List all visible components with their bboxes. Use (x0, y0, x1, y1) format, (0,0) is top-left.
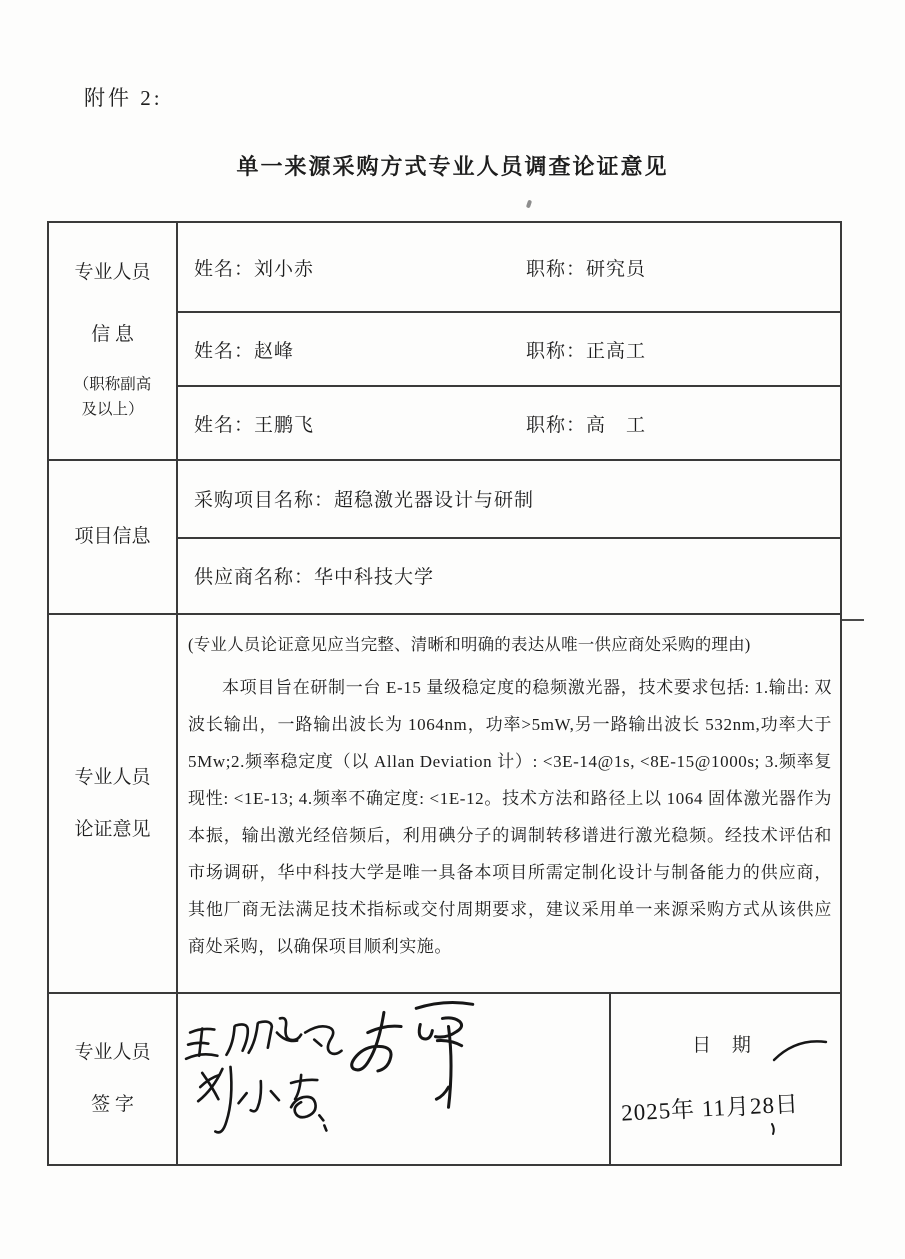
personnel-label-note1: （职称副高 (73, 376, 152, 393)
opinion-body-text: 本项目旨在研制一台 E-15 量级稳定度的稳频激光器，技术要求包括: 1.输出: 双波长输出，一路输出波长为 1064nm，功率>5mW,另一路输出波长 532nm,功率大于 5Mw;2.频率稳定度（以 Allan Deviation 计）: <3E-14@1s, <8E-15@1000s; 3.频率复现性: <1E-13; 4.频率不确定度: <1E-12。技术方法和路径上以 1064 固体激光器作为本振，输出激光经倍频后，利用碘分子的调制转移谱进行激光稳频。经技术评估和市场调研，华中科技大学是唯一具备本项目所需定制化设计与制备能力的供应商，其他厂商无法满足技术指标或交付周期要求，建议采用单一来源采购方式从该供应商处采购，以确保项目顺利实施。 (188, 678, 832, 956)
signature-zhao-feng (352, 1003, 473, 1108)
signature-section (49, 992, 840, 1164)
signature-label-line2: 签 字 (91, 1094, 134, 1115)
date-label: 日 期 (692, 1035, 759, 1056)
stray-tick-mark (768, 1122, 778, 1136)
opinion-label-line2: 论证意见 (74, 818, 151, 840)
signature-section-label (49, 994, 178, 1164)
table-row (178, 385, 840, 459)
supplier-name-field: 供应商名称：华中科技大学 (194, 567, 435, 589)
signature-wang-pengfei (186, 1018, 341, 1059)
person-name: 姓名：王鹏飞 (194, 414, 315, 436)
opinion-label-line1: 专业人员 (74, 766, 151, 788)
personnel-section (49, 223, 840, 459)
form-table (47, 221, 842, 1166)
table-row (178, 311, 840, 385)
project-rows (178, 461, 840, 613)
table-row (178, 223, 840, 311)
opinion-section (49, 613, 840, 992)
project-label: 项目信息 (74, 526, 151, 547)
person-title: 职称：研究员 (526, 258, 647, 280)
personnel-section-label (49, 223, 178, 459)
scan-speck (526, 200, 532, 209)
person-title: 职称：高 工 (526, 414, 647, 436)
opinion-content (178, 615, 840, 992)
date-cell (609, 994, 840, 1164)
person-name: 姓名：赵峰 (194, 340, 295, 362)
stray-pen-mark (770, 1032, 834, 1068)
personnel-label-line1: 专业人员 (74, 262, 151, 283)
project-section-label (49, 461, 178, 613)
personnel-rows (178, 223, 840, 459)
table-row (178, 537, 840, 613)
opinion-instruction-note: (专业人员论证意见应当完整、清晰和明确的表达从唯一供应商处采购的理由) (188, 635, 751, 654)
opinion-section-label (49, 615, 178, 992)
signatures-cell (178, 994, 609, 1164)
project-section (49, 459, 840, 613)
personnel-label-line2: 信 息 (91, 324, 134, 345)
handwritten-date: 2025年 11月28日 (620, 1091, 800, 1126)
personnel-label-note2: 及以上） (81, 401, 144, 418)
person-title: 职称：正高工 (526, 340, 647, 362)
signature-label-line1: 专业人员 (74, 1042, 151, 1063)
page-title: 单一来源采购方式专业人员调查论证意见 (236, 154, 669, 179)
table-row (178, 461, 840, 537)
person-name: 姓名：刘小赤 (194, 258, 315, 280)
project-name-field: 采购项目名称：超稳激光器设计与研制 (194, 490, 535, 512)
scan-line-overrun (840, 619, 864, 621)
signatures-canvas (178, 994, 609, 1164)
signature-liu-xiaochi (198, 1067, 326, 1132)
attachment-label: 附件 2: (84, 86, 163, 110)
